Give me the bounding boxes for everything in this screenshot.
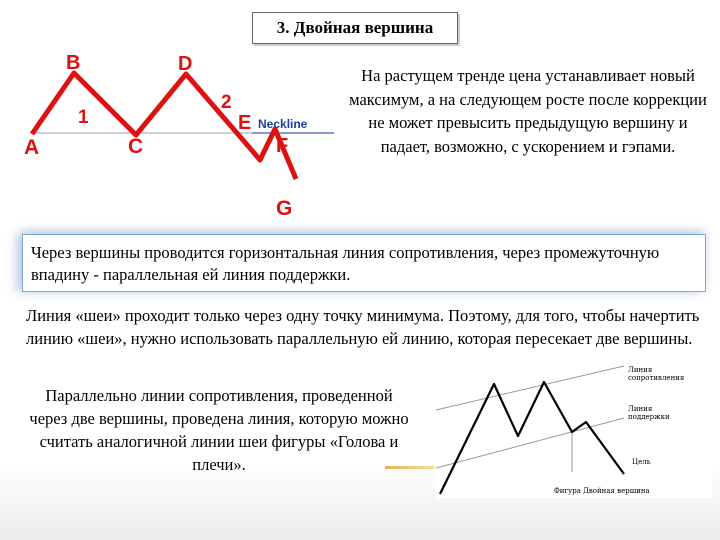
label-wave-1: 1 [78, 107, 89, 128]
double-top-channel-diagram [436, 362, 712, 498]
label-wave-2: 2 [221, 92, 232, 113]
intro-text: На растущем тренде цена устанавливает новый максимум, а на следующем росте после коррекции не может превысить предыдущую вершину и падает, возможно, с ускорением и гэпами. [349, 66, 707, 156]
slide-title: 3. Двойная вершина [252, 12, 458, 44]
neckline-label: Neckline [258, 117, 308, 131]
label-c: C [128, 135, 144, 158]
label-resistance-2: сопротивления [628, 374, 685, 382]
diagram2-caption: Фигура Двойная вершина [554, 487, 650, 495]
label-f: F [276, 135, 289, 157]
double-top-diagram [18, 52, 338, 224]
box-text: Через вершины проводится горизонтальная линия сопротивления, через промежуточную впадину - параллельная ей линия поддержки. [31, 243, 660, 284]
label-e: E [238, 112, 252, 134]
neck-line-paragraph: Линия «шеи» проходит только через одну точку минимума. Поэтому, для того, чтобы начертить линию «шеи», нужно использовать параллельную ей линию, которая пересекает две вершины. [26, 306, 700, 348]
label-d: D [178, 53, 193, 75]
label-g: G [276, 197, 293, 220]
label-b: B [66, 52, 81, 74]
label-support-2: поддержки [628, 413, 670, 421]
highlight-bar [385, 466, 435, 469]
label-a: A [24, 136, 40, 159]
label-resistance-1: Линия [628, 366, 653, 374]
parallel-line-paragraph: Параллельно линии сопротивления, проведенной через две вершины, проведена линия, которую можно считать аналогичной линии шеи фигуры «Голова и плечи». [29, 386, 409, 474]
label-target: Цель [632, 458, 651, 466]
label-support-1: Линия [628, 405, 653, 413]
resistance-support-box [22, 234, 706, 292]
